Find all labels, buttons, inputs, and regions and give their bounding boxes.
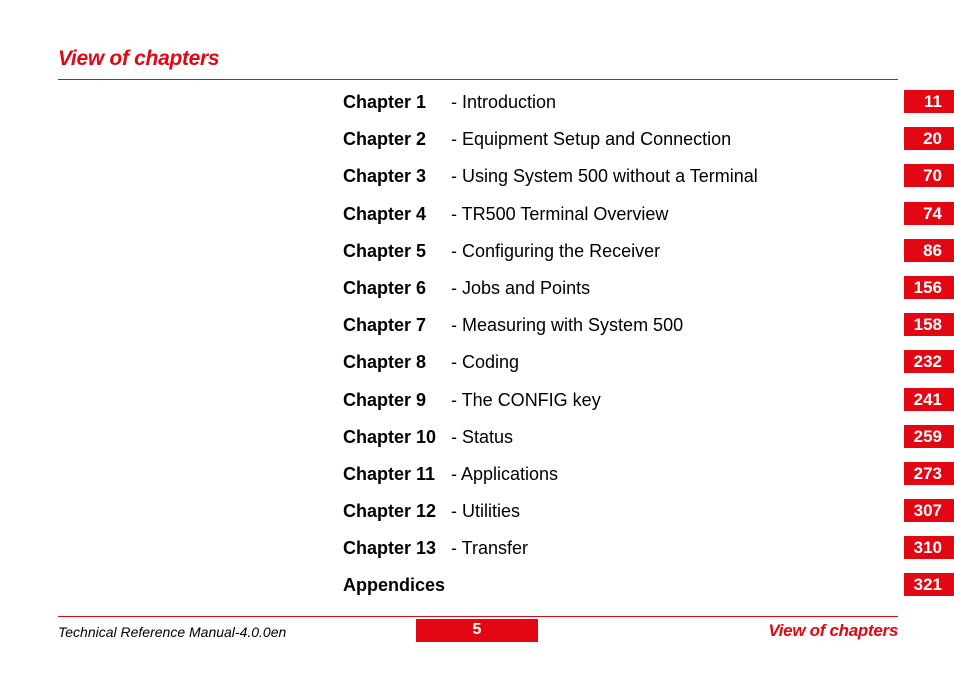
page-number: 11 (924, 92, 942, 111)
page-number: 321 (913, 575, 942, 595)
chapter-list (0, 83, 954, 604)
page-number: 307 (913, 501, 942, 521)
page-number-badge[interactable] (904, 313, 954, 336)
chapter-label: Chapter 10 (343, 426, 437, 447)
chapter-label: Chapter 5 (343, 240, 427, 261)
chapter-title[interactable]: - Measuring with System 500 (451, 315, 684, 336)
chapter-title[interactable]: - Introduction (451, 92, 557, 112)
chapter-title[interactable]: - Coding (451, 352, 520, 373)
appendices-row[interactable] (0, 566, 954, 603)
page-number: 232 (913, 352, 942, 372)
chapter-row-12[interactable] (0, 492, 954, 529)
chapter-title[interactable]: - Transfer (451, 538, 529, 559)
chapter-label: Chapter 12 (343, 501, 437, 522)
chapter-title[interactable]: - The CONFIG key (451, 389, 601, 410)
page-number-badge[interactable] (904, 164, 954, 187)
chapter-row-11[interactable] (0, 455, 954, 492)
chapter-label: Chapter 1 (343, 92, 427, 112)
chapter-title[interactable]: - Utilities (451, 501, 521, 522)
chapter-title[interactable]: - Configuring the Receiver (451, 240, 661, 261)
page-number: 310 (913, 538, 942, 558)
page-number-badge[interactable] (904, 425, 954, 448)
page-number-badge[interactable] (904, 239, 954, 262)
page-number-badge[interactable] (904, 388, 954, 411)
page-number-badge[interactable] (904, 202, 954, 225)
chapter-label: Chapter 3 (343, 166, 427, 187)
page-number-badge[interactable] (904, 573, 954, 596)
chapter-label: Chapter 7 (343, 315, 427, 336)
chapter-title[interactable]: - Jobs and Points (451, 277, 591, 298)
chapter-row-4[interactable] (0, 195, 954, 232)
chapter-row-7[interactable] (0, 306, 954, 343)
chapter-title[interactable]: - Using System 500 without a Terminal (451, 166, 758, 187)
chapter-label[interactable]: Appendices (343, 575, 446, 596)
page-number: 259 (913, 426, 942, 446)
chapter-title[interactable]: - Applications (451, 463, 559, 484)
chapter-row-6[interactable] (0, 269, 954, 306)
page-title: View of chapters (58, 47, 220, 70)
page-number-badge[interactable] (904, 462, 954, 485)
chapter-title[interactable]: - TR500 Terminal Overview (451, 203, 669, 224)
chapter-row-9[interactable] (0, 381, 954, 418)
page-number: 273 (913, 463, 942, 483)
chapter-row-3[interactable] (0, 157, 954, 194)
chapter-label: Chapter 6 (343, 277, 427, 298)
footer-divider (58, 616, 898, 617)
chapter-row-8[interactable] (0, 343, 954, 380)
page-number-badge[interactable] (904, 499, 954, 522)
footer-page-number: 5 (416, 619, 538, 642)
chapter-label: Chapter 9 (343, 389, 427, 410)
page-number: 158 (913, 315, 942, 335)
page-number-badge[interactable] (904, 536, 954, 559)
page-number: 74 (923, 203, 942, 223)
page-number-badge[interactable] (904, 276, 954, 299)
chapter-label: Chapter 11 (343, 463, 436, 484)
page-number: 70 (923, 166, 942, 186)
chapter-title[interactable]: - Status (451, 426, 514, 447)
chapter-label: Chapter 2 (343, 129, 427, 150)
chapter-row-5[interactable] (0, 232, 954, 269)
chapter-label: Chapter 13 (343, 538, 437, 559)
footer-manual-title: Technical Reference Manual-4.0.0en (58, 624, 287, 640)
chapter-label: Chapter 8 (343, 352, 427, 373)
chapter-row-13[interactable] (0, 529, 954, 566)
page-number-badge[interactable] (904, 350, 954, 373)
chapter-label: Chapter 4 (343, 203, 427, 224)
page-number-badge[interactable] (904, 127, 954, 150)
chapter-row-2[interactable] (0, 120, 954, 157)
title-divider (58, 79, 898, 80)
chapter-row-1[interactable] (0, 83, 954, 120)
page-number: 20 (923, 129, 942, 149)
page-number: 156 (913, 277, 942, 297)
page-number: 86 (923, 240, 942, 260)
footer-section-title: View of chapters (768, 621, 898, 640)
chapter-row-10[interactable] (0, 418, 954, 455)
page-number-badge[interactable] (904, 90, 954, 113)
chapter-title[interactable]: - Equipment Setup and Connection (451, 129, 732, 150)
page-number: 241 (913, 389, 942, 409)
